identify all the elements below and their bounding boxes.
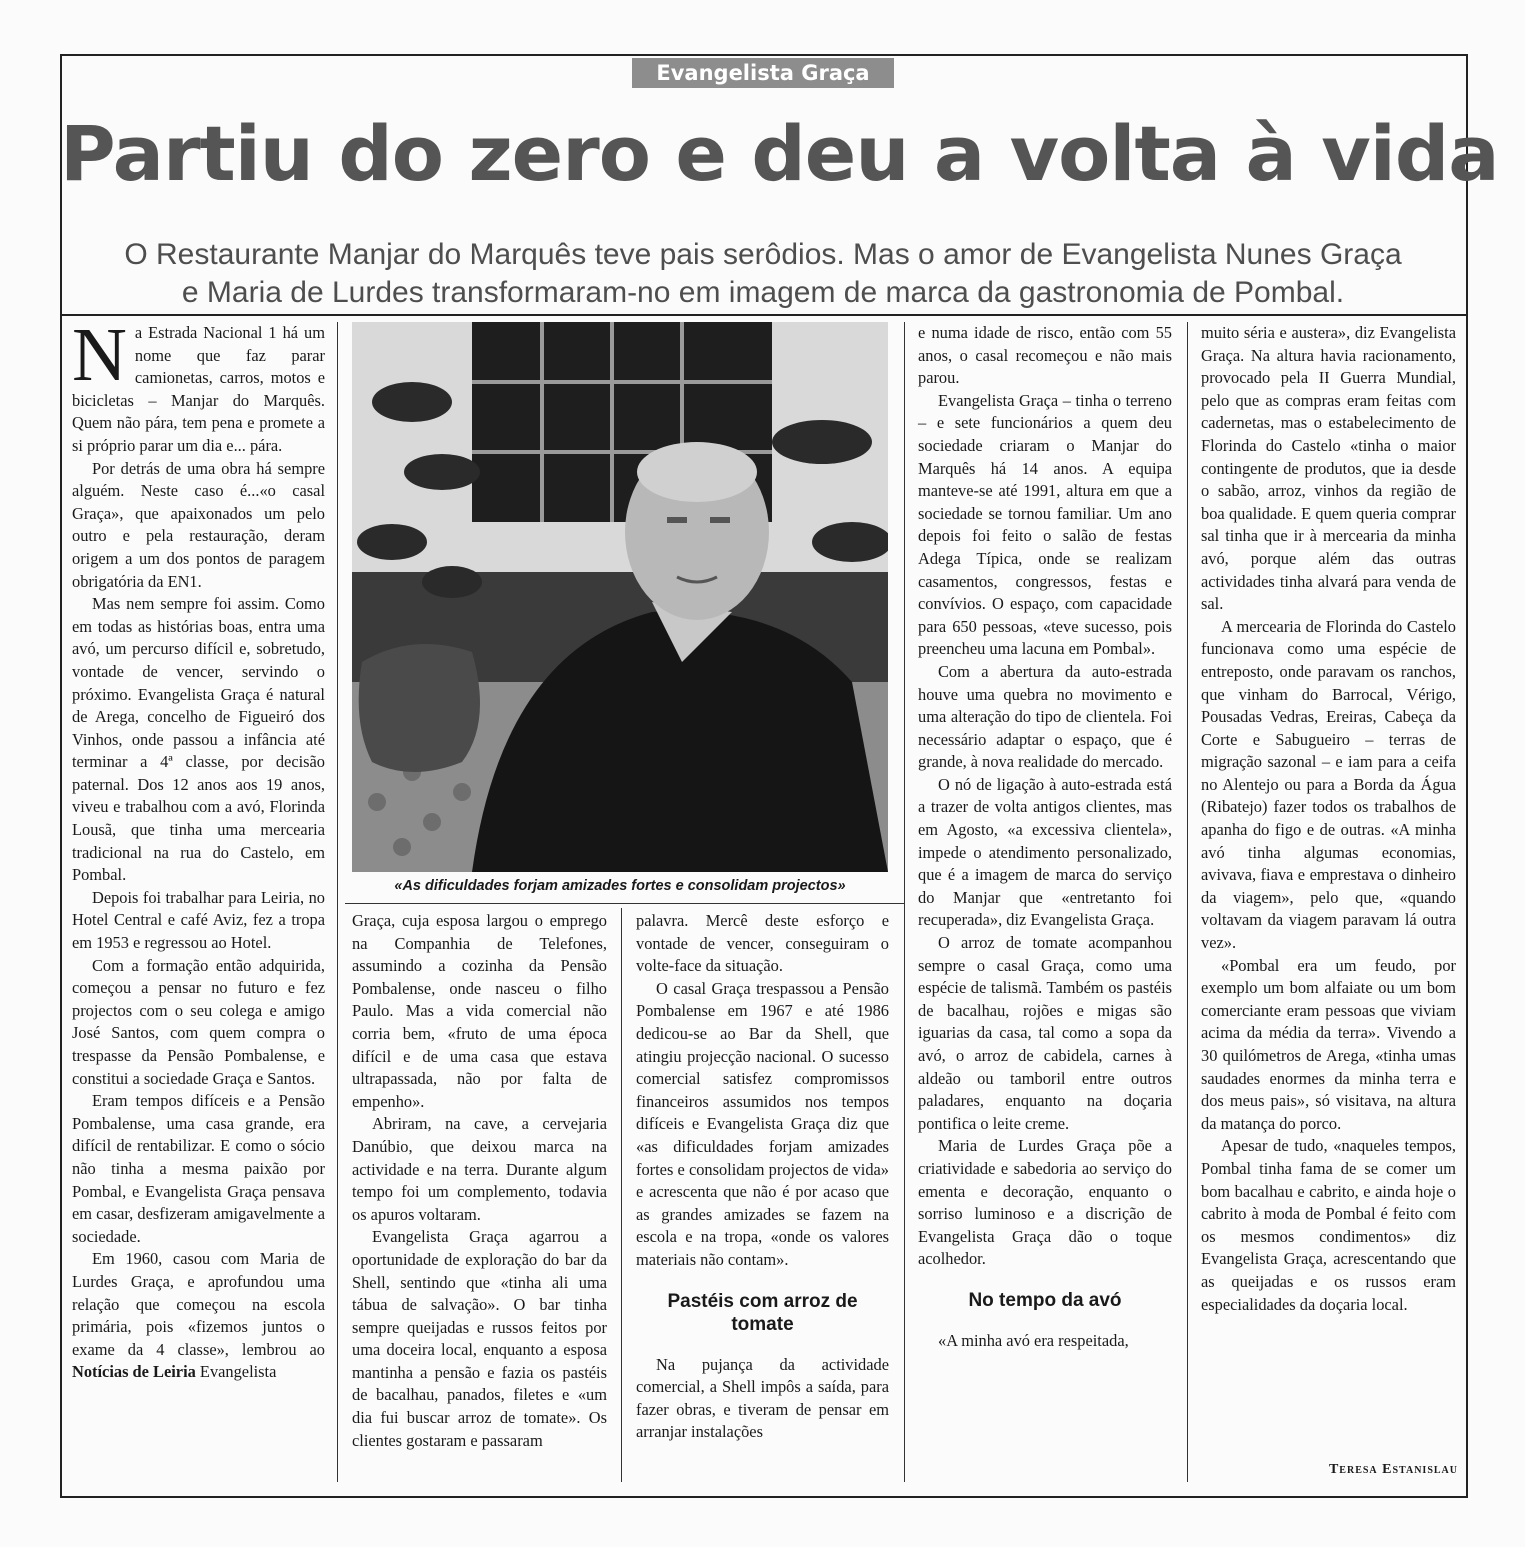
paragraph: O casal Graça trespassou a Pensão Pombalense em 1967 e até 1986 dedicou-se ao Bar da Shell, que atingiu projecção nacional. O sucesso comercial satisfez compromissos financeiros assumidos nos tempos difíceis e Evangelista Graça diz que «as dificuldades forjam amizades fortes e consolidam projectos de vida» e acrescenta que não é por acaso que as grandes amizades se fazem na escola e na tropa, «onde os valores materiais não contam». — [636, 978, 889, 1269]
paragraph: Mas nem sempre foi assim. Como em todas as histórias boas, entra uma avó, um percurso difícil e, sobretudo, vontade de vencer, servindo o próximo. Evangelista Graça é natural de Arega, concelho de Figueiró dos Vinhos, onde passou a infância até terminar a 4ª classe, por decisão paternal. Dos 12 anos aos 19 anos, viveu e trabalhou com a avó, Florinda Lousã, que tinha uma mercearia tradicional na rua do Castelo, em Pombal. — [72, 594, 325, 885]
author-byline: Teresa Estanislau — [1328, 1462, 1458, 1477]
paragraph: muito séria e austera», diz Evangelista Graça. Na altura havia racionamento, provocado pela II Guerra Mundial, pelo que as compras eram feitas com cadernetas, mas o estabelecimento de Florinda do Castelo «tinha o maior contingente de produtos, que ia desde o sabão, arroz, vinhos da região de boa qualidade. E quem queria comprar sal tinha que ir à mercearia da minha avó, porque além das outras actividades tinha alvará para venda de sal. — [1201, 323, 1456, 614]
paragraph: Depois foi trabalhar para Leiria, no Hotel Central e café Aviz, fez a tropa em 1953 e regressou ao Hotel. — [72, 887, 325, 953]
subheading: No tempo da avó — [968, 1289, 1122, 1311]
subtitle: O Restaurante Manjar do Marquês teve pais serôdios. Mas o amor de Evangelista Nunes Graça e Maria de Lurdes transformaram-no em imagem de marca da gastronomia de Pombal. — [124, 238, 1402, 309]
paragraph: Em 1960, casou com Maria de Lurdes Graça, e aprofundou uma relação que começou na escola primária, pois «fizemos juntos o exame da 4 classe», lembrou ao Notícias de Leiria Evangelista — [72, 1249, 325, 1382]
paragraph: Apesar de tudo, «naqueles tempos, Pombal tinha fama de se comer um bom bacalhau e cabrito, e ainda hoje o cabrito à moda de Pombal é feito com os mesmos condimentos» diz Evangelista Graça, acrescentando que as queijadas e os russos eram especialidades da doçaria local. — [1201, 1136, 1456, 1314]
paragraph: Com a abertura da auto-estrada houve uma quebra no movimento e uma alteração do tipo de clientela. Foi necessário adaptar o espaço, que é grande, à nova realidade do mercado. — [918, 661, 1172, 772]
paragraph: Na Estrada Nacional 1 há um nome que faz parar camionetas, carros, motos e bicicletas – Manjar do Marquês. Quem não pára, tem pena e promete a si próprio parar um dia e... pára. — [72, 313, 325, 455]
paragraph: palavra. Mercê deste esforço e vontade de vencer, conseguiram o volte-face da situação. — [636, 911, 889, 976]
portrait-photo — [352, 322, 888, 872]
drop-cap: N — [72, 313, 127, 397]
column-rule — [1187, 322, 1188, 1482]
paragraph: Com a formação então adquirida, começou a pensar no futuro e fez projectos com o seu colega e amigo José Santos, com quem compra o trespasse da Pensão Pombalense, e constitui a sociedade Graça e Santos. — [72, 955, 325, 1088]
paragraph: O nó de ligação à auto-estrada está a trazer de volta antigos clientes, mas em Agosto, «a excessiva clientela», impede o atendimento personalizado, que é a imagem de marca do serviço do Manjar que «entretanto foi recuperada», diz Evangelista Graça. — [918, 774, 1172, 930]
column-4 — [918, 322, 1172, 1353]
caption-rule — [345, 903, 905, 904]
photo-caption: «As dificuldades forjam amizades fortes e consolidam projectos» — [394, 878, 846, 894]
paragraph: A mercearia de Florinda do Castelo funcionava como uma espécie de entreposto, onde paravam os ranchos, que vinham do Barrocal, Vérigo, Pousadas Vedras, Ereiras, Cabeça da Corte e Sabugueiro – terras de migração sazonal – e iam para a ceifa no Alentejo ou para a Borda da Água (Ribatejo) fazer todos os trabalhos de apanha do figo e de outras. «A minha avó tinha algumas economias, avivava, fiava e emprestava o dinheiro da viagem», pelo que, «quando voltavam da viagem paravam lá outra vez». — [1201, 616, 1456, 953]
subheading: Pastéis com arroz de tomate — [667, 1290, 858, 1335]
paragraph: «A minha avó era respeitada, — [938, 1330, 1129, 1350]
kicker-label: Evangelista Graça — [632, 58, 894, 88]
column-rule — [621, 908, 622, 1482]
column-3 — [636, 910, 889, 1444]
column-1 — [72, 313, 325, 1384]
column-5 — [1201, 322, 1456, 1316]
paragraph: Evangelista Graça agarrou a oportunidade de exploração do bar da Shell, sentindo que «tinha ali uma tábua de salvação». O bar tinha sempre queijadas e russos feitos por uma doceira local, enquanto a esposa mantinha a pensão e fazia os pastéis de bacalhau, panados, filetes e «um dia fui buscar arroz de tomate». Os clientes gostaram e passaram — [352, 1227, 607, 1450]
paragraph: e numa idade de risco, então com 55 anos, o casal recomeçou e não mais parou. — [918, 323, 1172, 388]
newspaper-name: Notícias de Leiria — [72, 1362, 196, 1382]
paragraph: Maria de Lurdes Graça põe a criatividade e sabedoria ao serviço do ementa e decoração, enquanto o sorriso luminoso e a discrição de Evangelista Graça dão o toque acolhedor. — [918, 1136, 1172, 1269]
headline: Partiu do zero e deu a volta à vida — [60, 109, 1499, 198]
paragraph: Evangelista Graça – tinha o terreno – e sete funcionários a quem deu sociedade criaram o Manjar do Marquês há 14 anos. A equipa manteve-se até 1991, altura em que a sociedade se tornou familiar. Um ano depois foi feito o salão de festas Adega Típica, onde se realizam casamentos, congressos, festas e convívios. O espaço, com capacidade para 650 pessoas, «teve sucesso, pois preencheu uma lacuna em Pombal». — [918, 390, 1172, 659]
paragraph: «Pombal era um feudo, por exemplo um bom alfaiate ou um bom comerciante eram pessoas que viviam acima da média da terra». Vivendo a 30 quilómetros de Arega, «tinha umas saudades enormes da minha terra e dos meus pais», só visitava, na altura da matança do porco. — [1201, 955, 1456, 1133]
paragraph: Por detrás de uma obra há sempre alguém. Neste caso é...«o casal Graça», que apaixonados um pelo outro e pela restauração, deram origem a um dos pontos de paragem obrigatória da EN1. — [72, 458, 325, 591]
column-rule — [904, 322, 905, 1482]
paragraph: Graça, cuja esposa largou o emprego na Companhia de Telefones, assumindo a cozinha da Pensão Pombalense, onde nasceu o filho Paulo. Mas a vida comercial não corria bem, «fruto de uma época difícil e de uma casa que estava ultrapassada, não por falta de empenho». — [352, 911, 607, 1111]
paragraph: Eram tempos difíceis e a Pensão Pombalense, uma casa grande, era difícil de rentabilizar. E como o sócio não tinha a mesma paixão por Pombal, e Evangelista Graça pensava em casar, desfizeram amigavelmente a sociedade. — [72, 1091, 325, 1246]
paragraph: Na pujança da actividade comercial, a Shell impôs a saída, para fazer obras, e tiveram de pensar em arranjar instalações — [636, 1354, 889, 1442]
column-rule — [337, 322, 338, 1482]
column-2 — [352, 910, 607, 1452]
portrait-illustration — [352, 322, 888, 872]
paragraph: Abriram, na cave, a cervejaria Danúbio, que deixou marca na actividade e na terra. Durante algum tempo foi um complemento, todavia os apuros voltaram. — [352, 1114, 607, 1224]
paragraph: O arroz de tomate acompanhou sempre o casal Graça, como uma espécie de talismã. Também os pastéis de bacalhau, rojões e migas são iguarias da casa, tal como a sopa da avó, o arroz de cabidela, carnes à aldeão ou tamboril entre outros paladares, enquanto na doçaria pontifica o leite creme. — [918, 933, 1172, 1133]
header-divider — [60, 314, 1466, 316]
